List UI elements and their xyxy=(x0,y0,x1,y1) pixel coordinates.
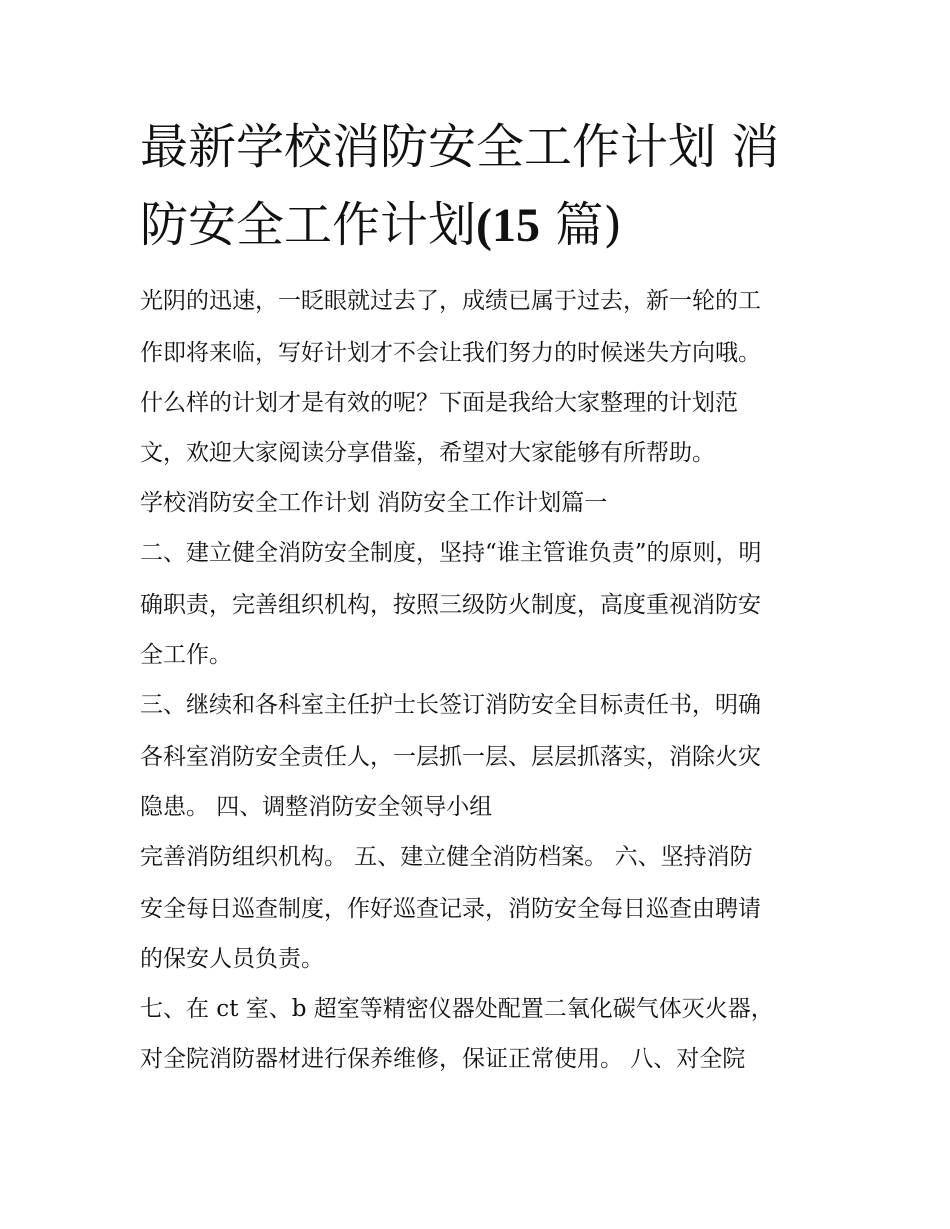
title-line-2-suffix: 篇) xyxy=(540,197,622,253)
body-line: 二、建立健全消防安全制度，坚持“谁主管谁负责”的原则，明 xyxy=(140,540,762,566)
document-title xyxy=(140,108,820,265)
body-line: 七、在 ct 室、b 超室等精密仪器处配置二氧化碳气体灭火器， xyxy=(140,996,774,1022)
body-line: 全工作。 xyxy=(140,642,232,668)
body-line: 各科室消防安全责任人，一层抓一层、层层抓落实，消除火灾 xyxy=(140,744,761,770)
body-line: 安全每日巡查制度，作好巡查记录，消防安全每日巡查由聘请 xyxy=(140,896,761,922)
body-line: 完善消防组织机构。 五、建立健全消防档案。 六、坚持消防 xyxy=(140,844,753,870)
title-line-2-text: 防安全工作计划 xyxy=(140,197,477,253)
body-line: 什么样的计划才是有效的呢？下面是我给大家整理的计划范 xyxy=(140,390,738,416)
body-line: 对全院消防器材进行保养维修，保证正常使用。 八、对全院 xyxy=(140,1046,746,1072)
body-line: 作即将来临，写好计划才不会让我们努力的时候迷失方向哦。 xyxy=(140,340,761,366)
body-line: 的保安人员负责。 xyxy=(140,946,324,972)
body-line: 隐患。 四、调整消防安全领导小组 xyxy=(140,794,493,820)
body-line: 确职责，完善组织机构，按照三级防火制度，高度重视消防安 xyxy=(140,592,761,618)
body-line: 三、继续和各科室主任护士长签订消防安全目标责任书，明确 xyxy=(140,692,761,718)
body-line: 光阴的迅速，一眨眼就过去了，成绩已属于过去，新一轮的工 xyxy=(140,288,761,314)
title-line-2-count: (15 xyxy=(476,199,540,252)
body-line: 文，欢迎大家阅读分享借鉴，希望对大家能够有所帮助。 xyxy=(140,440,715,466)
section-heading: 学校消防安全工作计划 消防安全工作计划篇一 xyxy=(140,490,608,516)
title-line-1: 最新学校消防安全工作计划 消 xyxy=(140,119,780,175)
